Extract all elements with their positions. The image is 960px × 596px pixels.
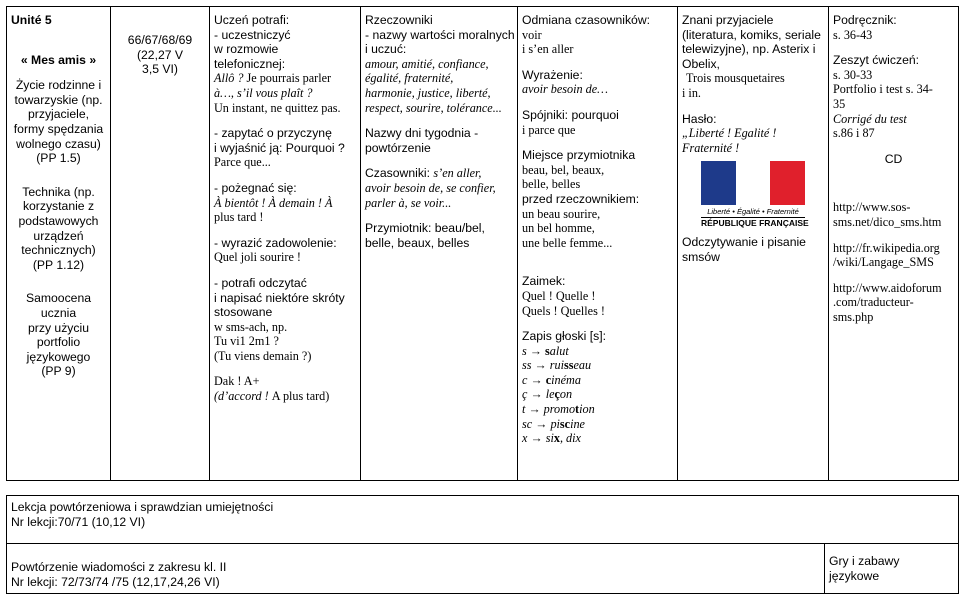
right-arrow-icon: → [526,343,546,358]
url-link[interactable]: http://www.aidoforum [833,280,942,295]
grammar-line: przed rzeczownikiem: [522,191,640,206]
example-word-sound: c [545,372,552,387]
example-word [546,373,581,387]
motto-text: „Liberté ! Egalité ! [682,126,777,141]
skill-line: telefonicznej: [214,56,286,71]
topic-line: formy spędzania [13,121,104,136]
right-arrow-icon: → [532,416,551,431]
example-word-sound: s [545,343,550,358]
revision-row [7,544,959,594]
revision-cell [7,544,825,594]
materials-line: s. 36-43 [833,27,873,42]
unit-title: Unité 5 [11,13,52,27]
grammar-line: voir [522,27,542,42]
french-phrase: Je pourrais parler [246,71,332,86]
spelling-letter: x [522,431,528,446]
sound-spelling-row [522,431,673,446]
republique-francaise-logo [682,161,824,228]
example-word-prefix: pi [550,416,560,431]
example-word-sound: ss [564,358,574,373]
french-phrase: Parce que... [214,155,271,170]
vocab-words: égalité, fraternité, [365,71,454,86]
culture-column [678,7,829,481]
example-word [544,402,595,416]
revision-title: Powtórzenie wiadomości z zakresu kl. II [11,560,227,574]
cd-label: CD [884,151,903,166]
spelling-letter: ç [522,387,528,402]
vocab-heading: Rzeczowniki [365,13,433,27]
skill-line: - pożegnać się: [214,180,297,195]
vocab-line: - nazwy wartości moralnych [365,27,515,42]
tech-line: (PP 1.12) [32,257,85,272]
lesson-numbers-column [111,7,210,481]
grammar-line: Spójniki: pourquoi [522,107,619,122]
example-word [546,431,581,445]
games-label: Gry i zabawy [829,554,900,568]
right-arrow-icon: → [531,358,550,373]
sound-spelling-list [522,344,673,446]
flag-red-stripe [770,161,805,205]
example-word-suffix: on [559,387,573,402]
culture-line: Obelix, [682,56,720,71]
sound-spelling-row [522,373,673,388]
grammar-line: une belle femme... [522,235,613,250]
grammar-column [518,7,678,481]
review-lessons-table [6,495,959,594]
culture-line: i in. [682,85,701,100]
self-line: portfolio [36,335,81,350]
games-cell [825,544,959,594]
materials-line: Corrigé du test [833,111,907,126]
skills-column [210,7,361,481]
grammar-line: un bel homme, [522,221,595,236]
skill-line: i napisać niektóre skróty [214,290,345,305]
vocab-line: i uczuć: [365,42,407,57]
lesson-dates: (22,27 V [136,47,184,62]
skill-line: - wyrazić zadowolenie: [214,235,337,250]
culture-line: (literatura, komiks, seriale [682,27,821,42]
sms-example-plain: A plus tard) [271,389,330,404]
unit-column [7,7,111,481]
vocab-words: amour, amitié, confiance, [365,56,489,71]
grammar-heading: Zaimek: [522,274,566,289]
grammar-line: avoir besoin de… [522,82,608,97]
materials-line: s.86 i 87 [833,126,875,141]
url-link[interactable]: sms.php [833,309,874,324]
french-phrase: Allô ? [214,71,247,86]
example-word-prefix: le [545,387,555,402]
self-line: przy użyciu [28,320,89,335]
grammar-line: Quel ! Quelle ! [522,288,596,303]
grammar-line: i s’en aller [522,42,574,57]
right-arrow-icon: → [525,402,544,417]
tech-line: urządzeń [33,228,84,243]
flag-blue-stripe [701,161,736,205]
example-word-prefix: si [545,431,554,446]
spelling-letter: ss [522,358,532,373]
unit-row [7,7,959,481]
review-cell [7,496,959,544]
right-arrow-icon: → [527,387,546,402]
sound-spelling-row [522,387,673,402]
grammar-line: belle, belles [522,177,581,192]
verbs-list: avoir besoin de, se confier, [365,180,496,195]
lesson-dates: 3,5 VI) [142,62,178,77]
skill-line: - potrafi odczytać [214,275,307,290]
culture-heading: Znani przyjaciele [682,13,774,27]
materials-column [829,7,959,481]
topic-line: (PP 1.5) [36,151,81,166]
skill-line: w sms-ach, np. [214,319,288,334]
spelling-letter: s [522,343,527,358]
french-phrase: À bientôt ! À demain ! À [214,195,333,210]
culture-line: telewizyjne), np. Asterix i [682,42,816,57]
example-word-suffix: inéma [551,372,581,387]
skill-line: - uczestniczyć [214,27,291,42]
review-lesson-numbers: Nr lekcji:70/71 (10,12 VI) [11,514,146,529]
url-link[interactable]: sms.net/dico_sms.htm [833,214,942,229]
review-row [7,496,959,544]
materials-line: 35 [833,96,846,111]
technology-block [11,185,106,273]
french-phrase: à…, s’il vous plaît ? [214,85,313,100]
culture-line: Trois mousquetaires [686,71,785,86]
spelling-letter: t [522,402,526,417]
url-link[interactable]: .com/traducteur- [833,295,914,310]
unit-name: « Mes amis » [20,52,97,67]
self-line: językowego [26,349,91,364]
spelling-letter: sc [522,416,533,431]
materials-heading: Podręcznik: [833,13,897,27]
sound-spelling-row [522,402,673,417]
spelling-letter: c [522,372,528,387]
culture-line: Odczytywanie i pisanie [682,235,806,250]
french-phrase: plus tard ! [214,210,264,225]
url-link[interactable]: http://fr.wikipedia.org [833,240,940,255]
review-title: Lekcja powtórzeniowa i sprawdzian umiejętności [11,500,274,514]
example-word-suffix: , dix [559,431,581,446]
example-word [550,417,585,431]
tech-line: podstawowych [18,213,99,228]
topic-line: wolnego czasu) [16,136,101,151]
skill-line [214,71,356,86]
grammar-heading: Zapis głoski [s]: [522,329,606,344]
lesson-plan-table [6,6,959,481]
motto-label: Hasło: [682,111,717,126]
vocabulary-column [361,7,518,481]
tech-line: technicznych) [21,243,96,258]
sms-example: Tu vi1 2m1 ? [214,334,279,349]
example-word-prefix: rui [549,358,565,373]
materials-heading: Zeszyt ćwiczeń: [833,53,920,68]
sound-spelling-row [522,344,673,359]
culture-line: smsów [682,249,720,264]
self-line: ucznia [40,305,77,320]
skill-line: stosowane [214,305,273,320]
example-word-sound: t [575,402,580,417]
topics-block [11,78,106,166]
url-link[interactable]: http://www.sos- [833,200,911,215]
french-phrase: Un instant, ne quittez pas. [214,100,341,115]
revision-lesson-numbers: Nr lekcji: 72/73/74 /75 (12,17,24,26 VI) [11,574,220,589]
self-line: (PP 9) [41,364,76,379]
flag-motto: Liberté • Égalité • Fraternité [707,207,799,217]
sound-spelling-row [522,417,673,432]
grammar-heading: Wyrażenie: [522,67,583,82]
vocab-line [365,166,513,181]
grammar-heading: Odmiana czasowników: [522,13,651,27]
example-word-sound: sc [559,416,571,431]
french-phrase: Quel joli sourire ! [214,250,301,265]
example-word-suffix: ion [579,402,595,417]
materials-line: Portfolio i test s. 34- [833,82,933,97]
example-word-sound: ç [554,387,560,402]
right-arrow-icon: → [527,372,546,387]
french-flag-icon [701,161,805,205]
flag-white-stripe [736,161,771,205]
skill-line: - zapytać o przyczynę [214,126,332,141]
example-word-suffix: ine [570,416,585,431]
vocab-words: respect, sourire, tolérance... [365,100,502,115]
flag-republic-name: RÉPUBLIQUE FRANÇAISE [701,218,809,229]
example-word [545,344,569,358]
self-assessment-block [11,291,106,379]
vocab-line: Nazwy dni tygodnia - [365,126,479,141]
sms-example: (Tu viens demain ?) [214,348,312,363]
topic-line: towarzyskie (np. [14,92,103,107]
example-word-prefix: promo [543,402,576,417]
sms-example [214,389,356,404]
grammar-line: Quels ! Quelles ! [522,303,605,318]
right-arrow-icon: → [527,431,546,446]
grammar-line: un beau sourire, [522,206,601,221]
skill-line: i wyjaśnić ją: Pourquoi ? [214,140,345,155]
example-word-sound: x [553,431,560,446]
motto-text: Fraternité ! [682,140,740,155]
grammar-heading: Miejsce przymiotnika [522,148,636,163]
skills-heading: Uczeń potrafi: [214,13,290,27]
adjective-line: Przymiotnik: beau/bel, [365,221,485,236]
tech-line: korzystanie z [22,199,95,214]
tech-line: Technika (np. [22,184,95,199]
example-word [550,358,591,372]
sms-example: Dak ! A+ [214,374,260,389]
verbs-list: s’en aller, [433,166,482,181]
grammar-line: i parce que [522,122,576,137]
verbs-label: Czasowniki: [365,166,434,181]
vocab-words: harmonie, justice, liberté, [365,85,491,100]
sound-spelling-row [522,358,673,373]
adjective-line: belle, beaux, belles [365,235,470,250]
example-word [546,387,572,401]
sms-example-italic: (d’accord ! [214,389,272,404]
vocab-line: powtórzenie [365,140,431,155]
materials-line: s. 30-33 [833,67,873,82]
verbs-list: parler à, se voir... [365,195,452,210]
example-word-suffix: eau [573,358,592,373]
example-word-suffix: alut [549,343,569,358]
skill-line: w rozmowie [214,42,279,57]
grammar-line: beau, bel, beaux, [522,162,605,177]
self-line: Samoocena [25,291,92,306]
url-link[interactable]: /wiki/Langage_SMS [833,255,934,270]
games-label: językowe [829,568,880,583]
lesson-numbers: 66/67/68/69 [127,33,193,47]
topic-line: Życie rodzinne i [15,78,102,93]
topic-line: przyjaciele, [28,107,89,122]
